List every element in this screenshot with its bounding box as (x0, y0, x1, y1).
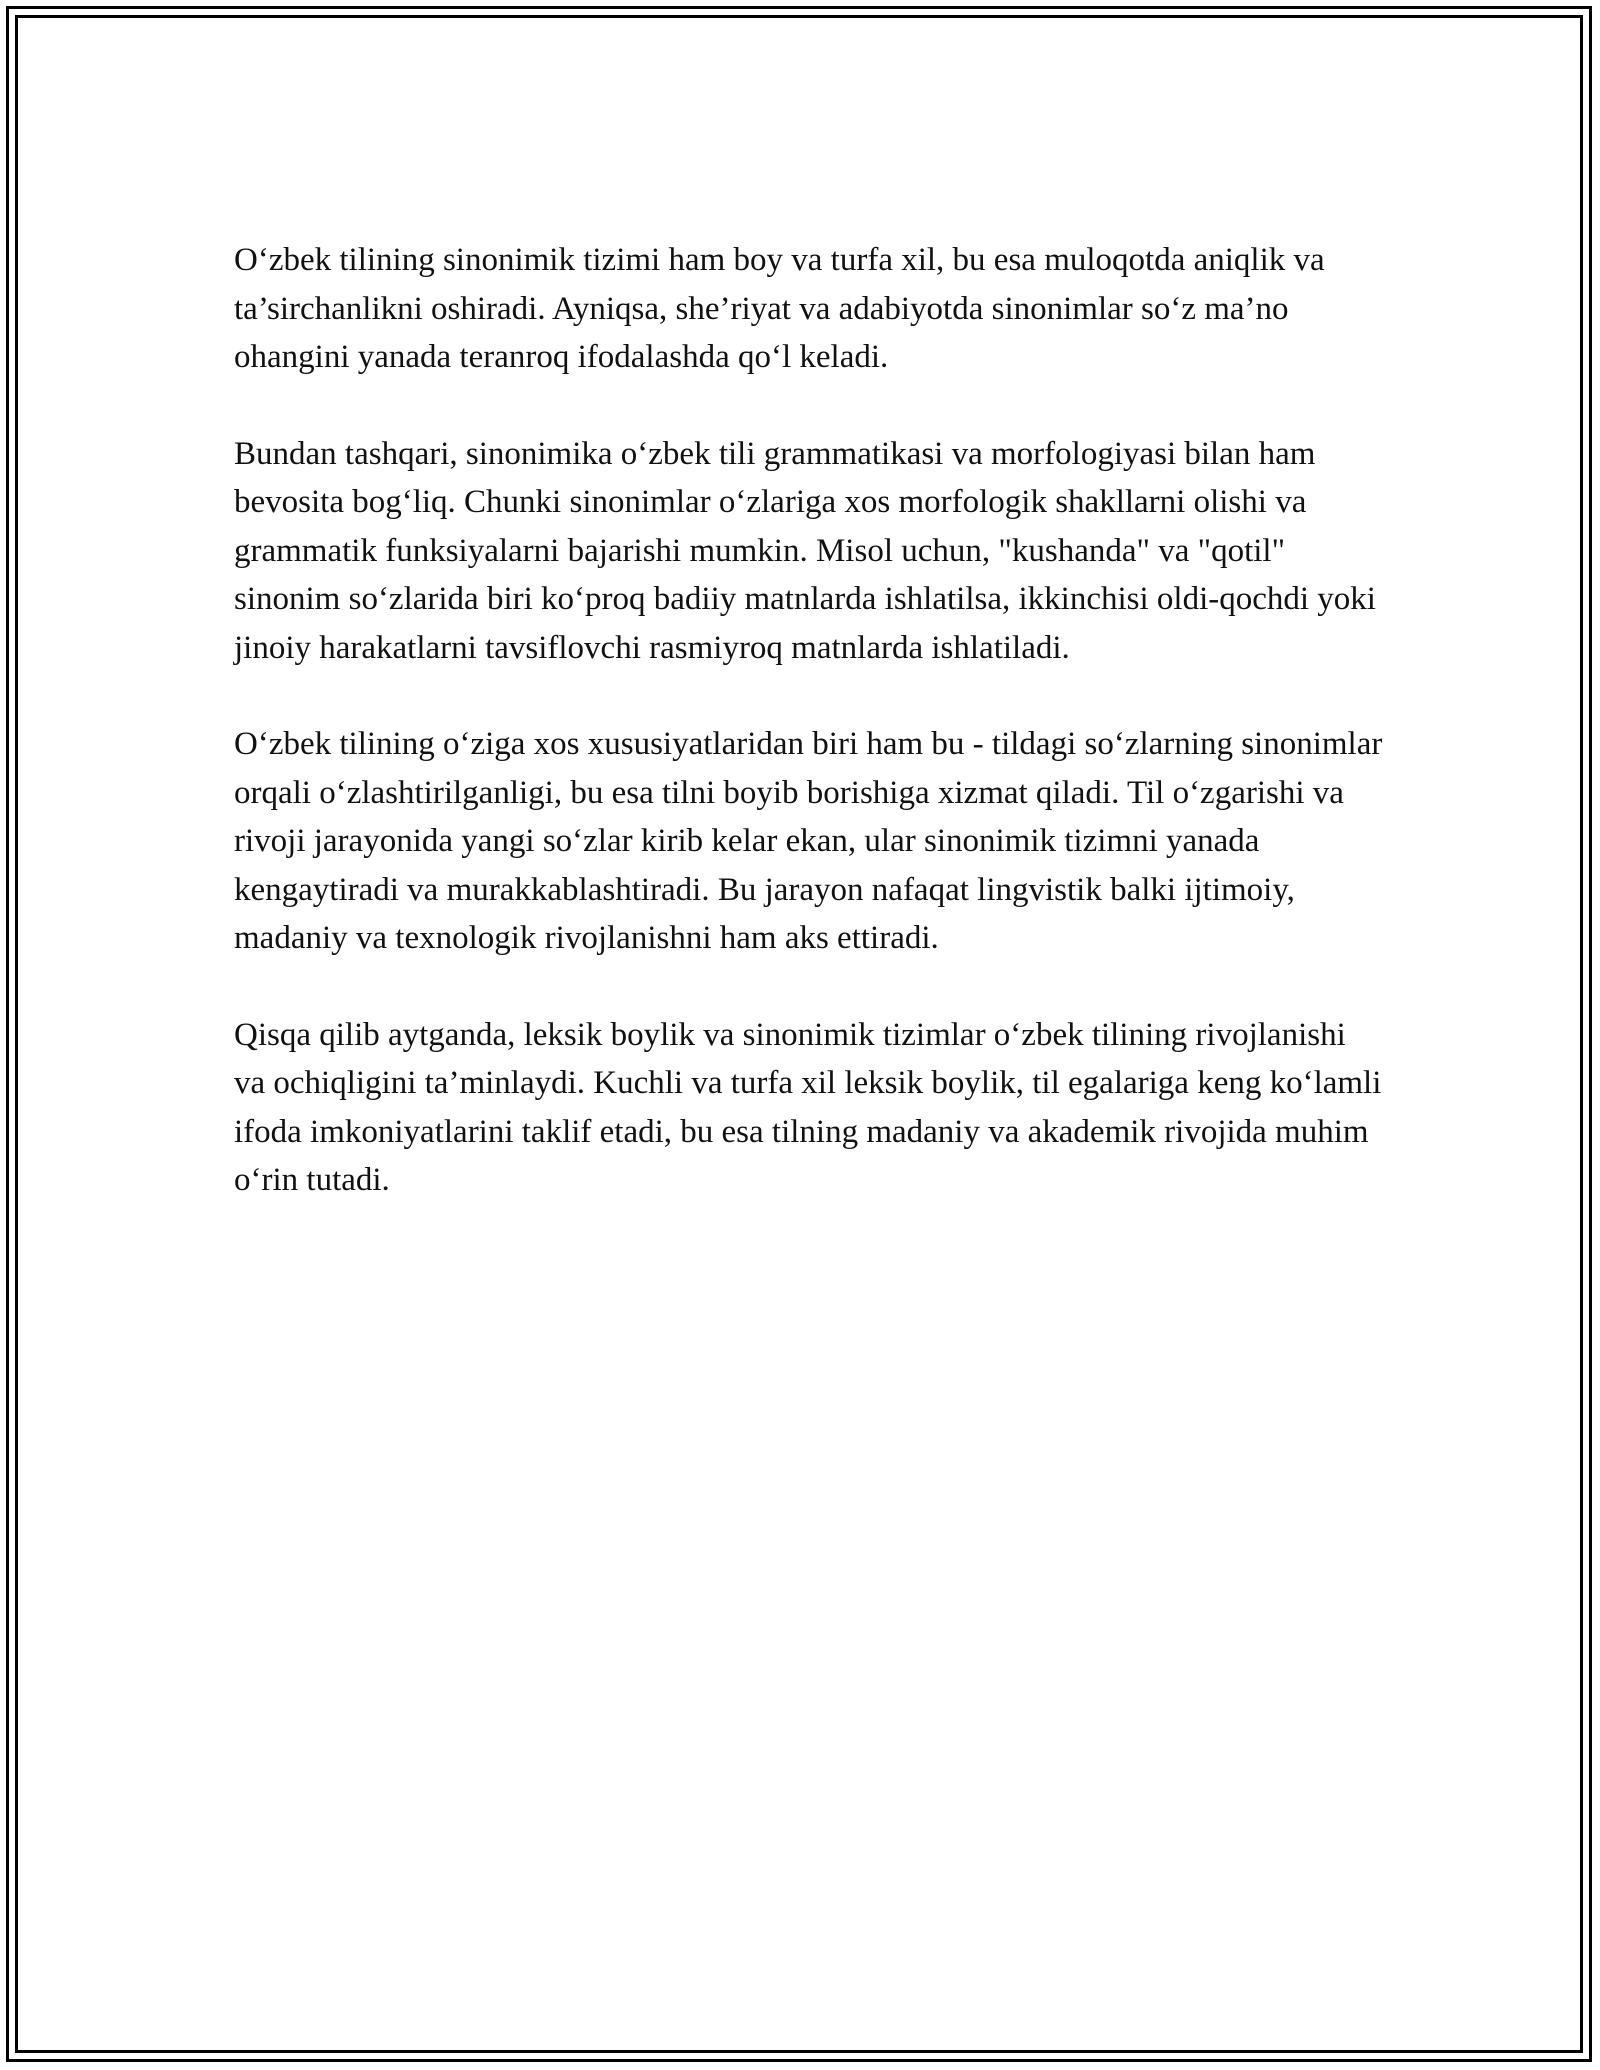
paragraph-3: O‘zbek tilining o‘ziga xos xususiyatlaridan biri ham bu - tildagi so‘zlarning sinonimlar orqali o‘zlashtirilganligi, bu esa tilni boyib borishiga xizmat qiladi. Til o‘zgarishi va rivoji jarayonida yangi so‘zlar kirib kelar ekan, ular sinonimik tizimni yanada kengaytiradi va murakkablashtiradi. Bu jarayon nafaqat lingvistik balki ijtimoiy, madaniy va texnologik rivojlanishni ham aks ettiradi. (234, 726, 1383, 956)
paragraph-1: O‘zbek tilining sinonimik tizimi ham boy va turfa xil, bu esa muloqotda aniqlik va ta’sirchanlikni oshiradi. Ayniqsa, she’riyat va adabiyotda sinonimlar so‘z ma’no ohangini yanada teranroq ifodalashda qo‘l keladi. (234, 242, 1325, 375)
paragraph-2: Bundan tashqari, sinonimika o‘zbek tili grammatikasi va morfologiyasi bilan ham bevosita bog‘liq. Chunki sinonimlar o‘zlariga xos morfologik shakllarni olishi va grammatik funksiyalarni bajarishi mumkin. Misol uchun, "kushanda" va "qotil" sinonim so‘zlarida biri ko‘proq badiiy matnlarda ishlatilsa, ikkinchisi oldi-qochdi yoki jinoiy harakatlarni tavsiflovchi rasmiyroq matnlarda ishlatiladi. (234, 435, 1376, 666)
document-body (234, 236, 1384, 1253)
paragraph-4: Qisqa qilib aytganda, leksik boylik va sinonimik tizimlar o‘zbek tilining rivojlanishi va ochiqligini ta’minlaydi. Kuchli va turfa xil leksik boylik, til egalariga keng ko‘lamli ifoda imkoniyatlarini taklif etadi, bu esa tilning madaniy va akademik rivojida muhim o‘rin tutadi. (234, 1016, 1382, 1198)
